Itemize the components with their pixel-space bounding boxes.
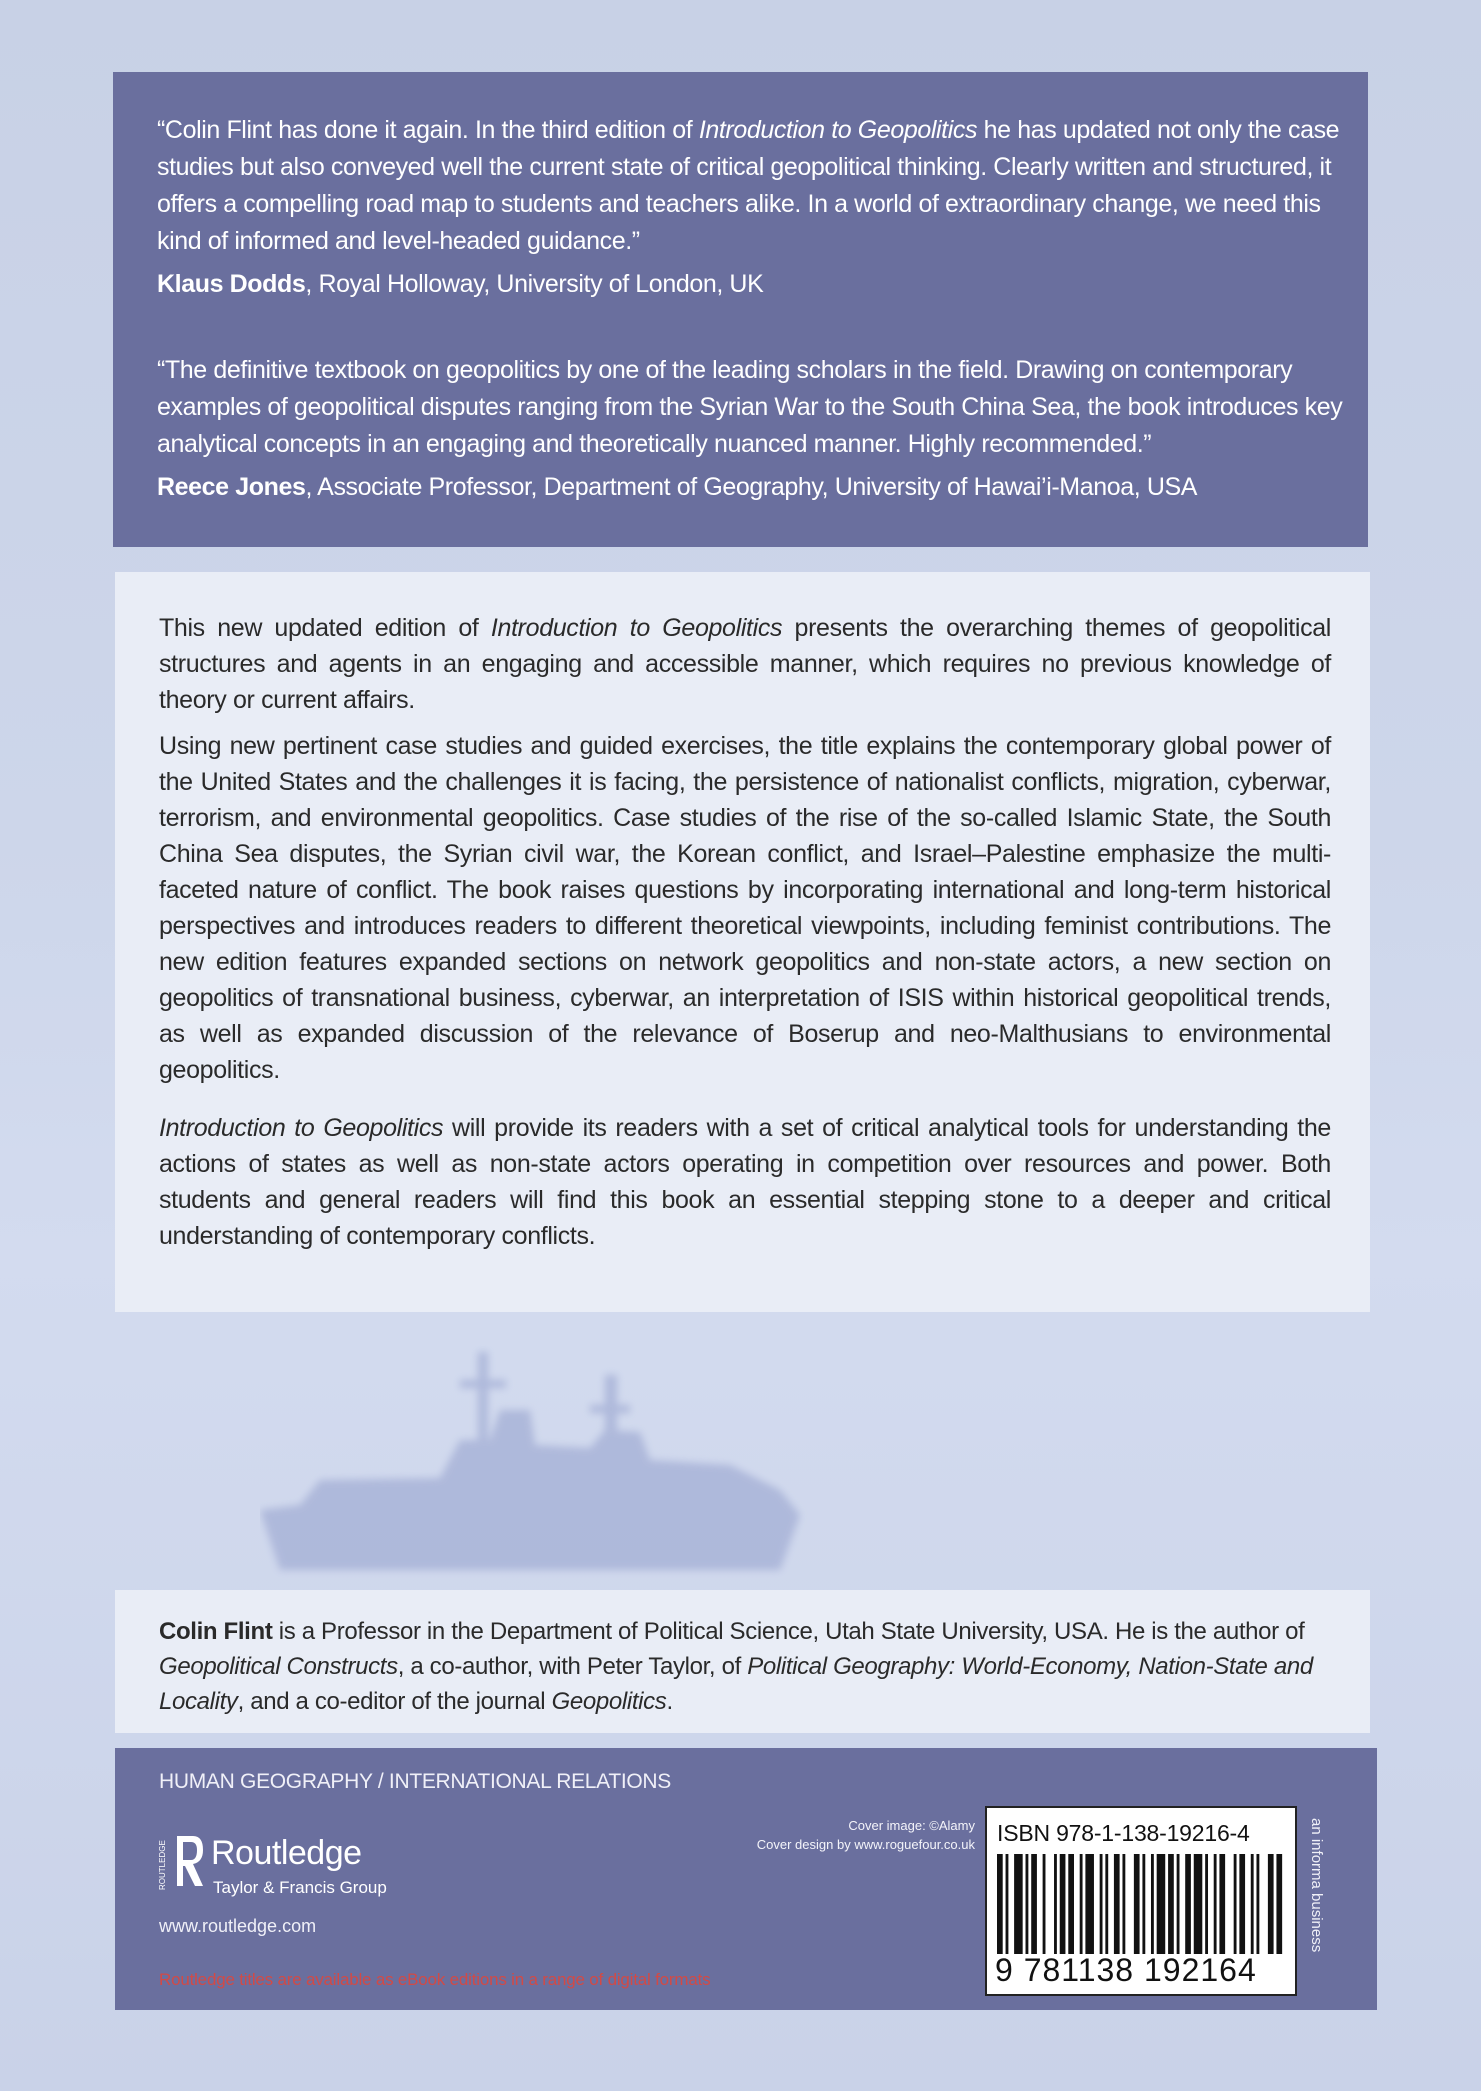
barcode-bar <box>1006 1854 1009 1954</box>
informa-text: an informa business <box>1308 1818 1325 1953</box>
barcode-bar <box>1014 1854 1023 1954</box>
endorsement-quote <box>157 112 1347 303</box>
barcode-bar <box>1080 1854 1083 1954</box>
ebook-note: Routledge titles are available as eBook editions in a range of digital formats <box>159 1970 711 1989</box>
endorsements-panel <box>113 72 1368 547</box>
barcode-bar <box>1194 1854 1203 1954</box>
barcode-bar <box>1185 1854 1191 1954</box>
quote-attribution: Klaus Dodds, Royal Holloway, University of London, UK <box>157 270 764 298</box>
barcode-bar <box>1085 1854 1094 1954</box>
barcode-bar <box>1122 1854 1125 1954</box>
barcode-bar <box>1068 1854 1074 1954</box>
barcode-bar <box>997 1854 1003 1954</box>
barcode-box <box>985 1806 1297 1996</box>
book-title: Introduction to Geopolitics <box>698 116 978 144</box>
barcode-bar <box>1239 1854 1245 1954</box>
barcode-bar <box>1268 1854 1274 1954</box>
barcode-bar <box>1157 1854 1166 1954</box>
endorsement-quote <box>157 352 1347 506</box>
quote-text: “Colin Flint has done it again. In the third edition of Introduction to Geopolitics he has updated not only the case studies but also conveyed well the current state of critical geopolitical thinking. Clearly written and structured, it offers a compelling road map to students and teachers alike. In a world of extraordinary change, we need this kind of informed and level-headed guidance.” <box>157 116 1340 255</box>
routledge-logo-icon <box>155 1830 205 1910</box>
barcode-bar <box>1043 1854 1046 1954</box>
cover-design-credit: Cover design by www.roguefour.co.uk <box>756 1837 975 1852</box>
barcode-bar <box>1251 1854 1254 1954</box>
cover-image-credit: Cover image: ©Alamy <box>848 1818 975 1833</box>
author-bio: Colin Flint is a Professor in the Department of Political Science, Utah State University, USA. He is the author of Geopolitical Constructs, a co-author, with Peter Taylor, of Political Geography: World-Economy, Nation-State and Locality, and a co-editor of the journal Geopolitics. <box>159 1618 1313 1715</box>
publisher-group: Taylor & Francis Group <box>213 1878 387 1897</box>
publisher-name: Routledge <box>211 1834 362 1872</box>
book-title: Introduction to Geopolitics <box>490 614 783 642</box>
publisher-footer <box>115 1748 1377 2010</box>
barcode-bar <box>1205 1854 1208 1954</box>
quote-attribution: Reece Jones, Associate Professor, Department of Geography, University of Hawai’i-Manoa, USA <box>157 473 1198 501</box>
barcode-bar <box>1134 1854 1140 1954</box>
barcode-bar <box>1214 1854 1217 1954</box>
author-bio-panel <box>115 1590 1370 1733</box>
barcode-bar <box>1276 1854 1282 1954</box>
quote-text: “The definitive textbook on geopolitics by one of the leading scholars in the field. Drawing on contemporary examples of geopolitical disputes ranging from the Syrian War to the South China Sea, the book introduces key analytical concepts in an engaging and theoretically nuanced manner. Highly recommended.” <box>157 356 1343 458</box>
barcode-bar <box>1054 1854 1057 1954</box>
author-name: Colin Flint <box>159 1618 273 1645</box>
barcode-bar <box>1142 1854 1145 1954</box>
barcode-bar <box>1256 1854 1259 1954</box>
barcode-bar <box>1177 1854 1180 1954</box>
logo-vertical-text: ROUTLEDGE <box>158 1840 167 1890</box>
barcode-bar <box>1105 1854 1108 1954</box>
cover-credits <box>595 1816 975 1854</box>
barcode-bar <box>1151 1854 1154 1954</box>
publisher-logo <box>155 1830 415 1910</box>
quote-author: Klaus Dodds <box>157 270 306 298</box>
barcode-icon <box>997 1854 1285 1954</box>
book-title: Introduction to Geopolitics <box>159 1114 444 1142</box>
subject-category: HUMAN GEOGRAPHY / INTERNATIONAL RELATIONS <box>159 1770 672 1793</box>
isbn: ISBN 978-1-138-19216-4 <box>997 1820 1250 1846</box>
barcode-digits: 9 781138 192164 <box>995 1952 1257 1988</box>
barcode-bar <box>1168 1854 1174 1954</box>
ship-silhouette-image <box>260 1330 820 1600</box>
barcode-bar <box>1026 1854 1029 1954</box>
informa-tagline <box>1307 1818 1327 1998</box>
description-paragraph: Using new pertinent case studies and guided exercises, the title explains the contemporary global power of the United States and the challenges it is facing, the persistence of nationalist conflicts, migration, cyberwar, terrorism, and environmental geopolitics. Case studies of the rise of the so-called Islamic State, the South China Sea disputes, the Syrian civil war, the Korean conflict, and Israel–Palestine emphasize the multi-faceted nature of conflict. The book raises questions by incorporating international and long-term historical perspectives and introduces readers to different theoretical viewpoints, including feminist contributions. The new edition features expanded sections on network geopolitics and non-state actors, a new section on geopolitics of transnational business, cyberwar, an interpretation of ISIS within historical geopolitical trends, as well as expanded discussion of the relevance of Boserup and neo-Malthusians to environmental geopolitics. <box>159 732 1331 1084</box>
barcode-bar <box>1234 1854 1237 1954</box>
barcode-bar <box>1219 1854 1225 1954</box>
description-panel <box>115 572 1370 1312</box>
barcode-bar <box>1031 1854 1037 1954</box>
barcode-bar <box>1100 1854 1103 1954</box>
quote-author: Reece Jones <box>157 473 306 501</box>
description-paragraph: Introduction to Geopolitics will provide its readers with a set of critical analytical tools for understanding the actions of states as well as non-state actors operating in competition over resources and power. Both students and general readers will find this book an essential stepping stone to a deeper and critical understanding of contemporary conflicts. <box>159 1114 1331 1250</box>
barcode-bar <box>1114 1854 1120 1954</box>
publisher-website: www.routledge.com <box>159 1916 317 1936</box>
description-paragraph: This new updated edition of Introduction to Geopolitics presents the overarching themes of geopolitical structures and agents in an engaging and accessible manner, which requires no previous knowledge of theory or current affairs. <box>159 614 1331 714</box>
barcode-bar <box>1060 1854 1066 1954</box>
